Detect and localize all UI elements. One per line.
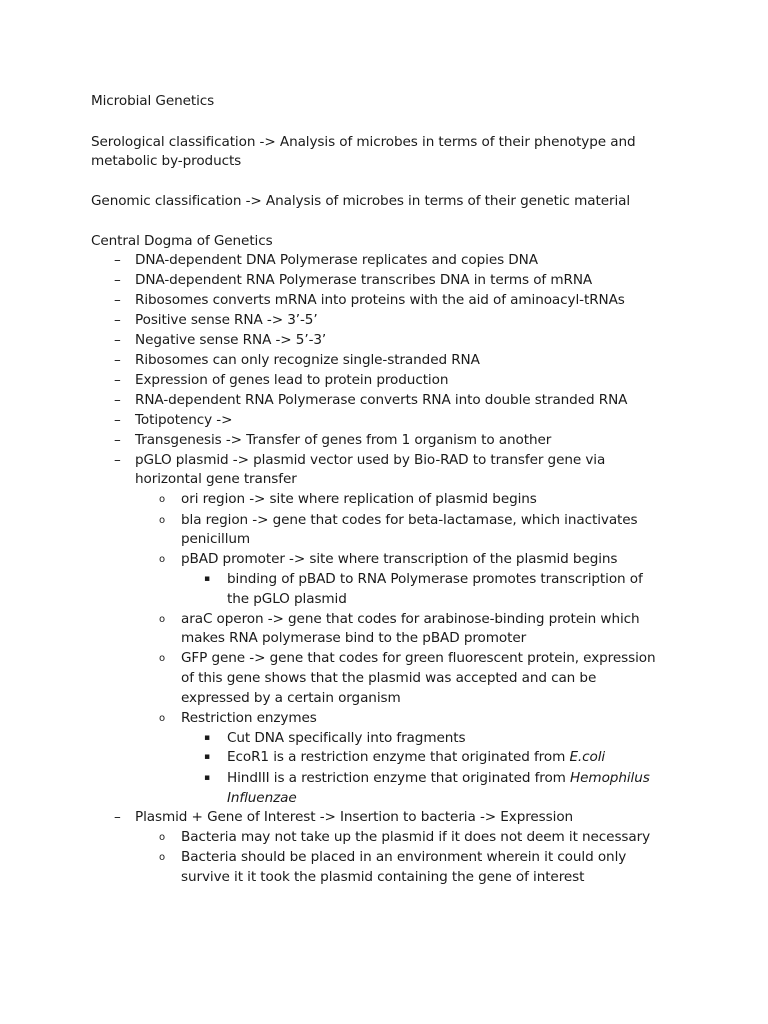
list-item: Ribosomes converts mRNA into proteins with the aid of aminoacyl-tRNAs xyxy=(135,292,625,308)
dash-bullet: – xyxy=(114,332,121,348)
list-item: DNA-dependent DNA Polymerase replicates and copies DNA xyxy=(135,252,538,268)
serological-line-1: Serological classification -> Analysis of microbes in terms of their phenotype and xyxy=(91,134,636,150)
ori-region: ori region -> site where replication of plasmid begins xyxy=(181,491,537,507)
dash-bullet: – xyxy=(114,252,121,268)
square-bullet: ▪ xyxy=(204,733,210,743)
plasmid-gene-line: Plasmid + Gene of Interest -> Insertion to bacteria -> Expression xyxy=(135,809,574,825)
plasmid-sub-2-line-2: survive it it took the plasmid containing the gene of interest xyxy=(181,869,585,885)
ecor1-organism: E.coli xyxy=(569,749,606,765)
plasmid-sub-1: Bacteria may not take up the plasmid if it does not deem it necessary xyxy=(181,829,651,845)
hindiii-line xyxy=(227,768,650,788)
pbad-sub-line-2: the pGLO plasmid xyxy=(227,591,347,607)
list-item: Positive sense RNA -> 3’-5’ xyxy=(135,312,318,328)
dash-bullet: – xyxy=(114,392,121,408)
dash-bullet: – xyxy=(114,292,121,308)
circle-bullet: o xyxy=(159,832,166,843)
ecor1-text: EcoR1 is a restriction enzyme that originated from xyxy=(227,749,570,765)
square-bullet: ▪ xyxy=(204,574,210,584)
list-item: Expression of genes lead to protein production xyxy=(135,372,449,388)
list-item: Totipotency -> xyxy=(135,412,233,428)
central-dogma-heading: Central Dogma of Genetics xyxy=(91,233,273,249)
restriction-sub-cut: Cut DNA specifically into fragments xyxy=(227,730,466,746)
dash-bullet: – xyxy=(114,272,121,288)
list-item: Negative sense RNA -> 5’-3’ xyxy=(135,332,327,348)
dash-bullet: – xyxy=(114,432,121,448)
dash-bullet: – xyxy=(114,312,121,328)
arac-operon-line-1: araC operon -> gene that codes for arabinose-binding protein which xyxy=(181,611,640,627)
arac-operon-line-2: makes RNA polymerase bind to the pBAD promoter xyxy=(181,630,527,646)
hindiii-organism-2: Influenzae xyxy=(227,790,297,806)
bla-region-line-2: penicillum xyxy=(181,531,251,547)
circle-bullet: o xyxy=(159,515,166,526)
list-item: Transgenesis -> Transfer of genes from 1 organism to another xyxy=(135,432,552,448)
dash-bullet: – xyxy=(114,372,121,388)
dash-bullet: – xyxy=(114,452,121,468)
dash-bullet: – xyxy=(114,352,121,368)
pbad-promoter: pBAD promoter -> site where transcription of the plasmid begins xyxy=(181,551,618,567)
plasmid-sub-2-line-1: Bacteria should be placed in an environment wherein it could only xyxy=(181,849,627,865)
circle-bullet: o xyxy=(159,713,166,724)
pglo-line-2: horizontal gene transfer xyxy=(135,471,297,487)
circle-bullet: o xyxy=(159,554,166,565)
square-bullet: ▪ xyxy=(204,773,210,783)
circle-bullet: o xyxy=(159,653,166,664)
hindiii-organism-1: Hemophilus xyxy=(570,770,650,786)
ecor1-line xyxy=(227,747,605,767)
document-title: Microbial Genetics xyxy=(91,93,215,109)
gfp-gene-line-3: expressed by a certain organism xyxy=(181,690,401,706)
gfp-gene-line-2: of this gene shows that the plasmid was accepted and can be xyxy=(181,670,597,686)
list-item: Ribosomes can only recognize single-stranded RNA xyxy=(135,352,480,368)
dash-bullet: – xyxy=(114,412,121,428)
pbad-sub-line-1: binding of pBAD to RNA Polymerase promotes transcription of xyxy=(227,571,643,587)
pglo-line-1: pGLO plasmid -> plasmid vector used by Bio-RAD to transfer gene via xyxy=(135,452,606,468)
list-item: DNA-dependent RNA Polymerase transcribes DNA in terms of mRNA xyxy=(135,272,593,288)
circle-bullet: o xyxy=(159,852,166,863)
dash-bullet: – xyxy=(114,809,121,825)
bla-region-line-1: bla region -> gene that codes for beta-lactamase, which inactivates xyxy=(181,512,638,528)
hindiii-text: HindIII is a restriction enzyme that originated from xyxy=(227,770,571,786)
genomic-line: Genomic classification -> Analysis of microbes in terms of their genetic material xyxy=(91,193,631,209)
gfp-gene-line-1: GFP gene -> gene that codes for green fluorescent protein, expression xyxy=(181,650,656,666)
hindiii-line-2 xyxy=(227,788,297,808)
serological-line-2: metabolic by-products xyxy=(91,153,242,169)
list-item: RNA-dependent RNA Polymerase converts RNA into double stranded RNA xyxy=(135,392,628,408)
square-bullet: ▪ xyxy=(204,752,210,762)
circle-bullet: o xyxy=(159,614,166,625)
restriction-enzymes: Restriction enzymes xyxy=(181,710,317,726)
circle-bullet: o xyxy=(159,494,166,505)
